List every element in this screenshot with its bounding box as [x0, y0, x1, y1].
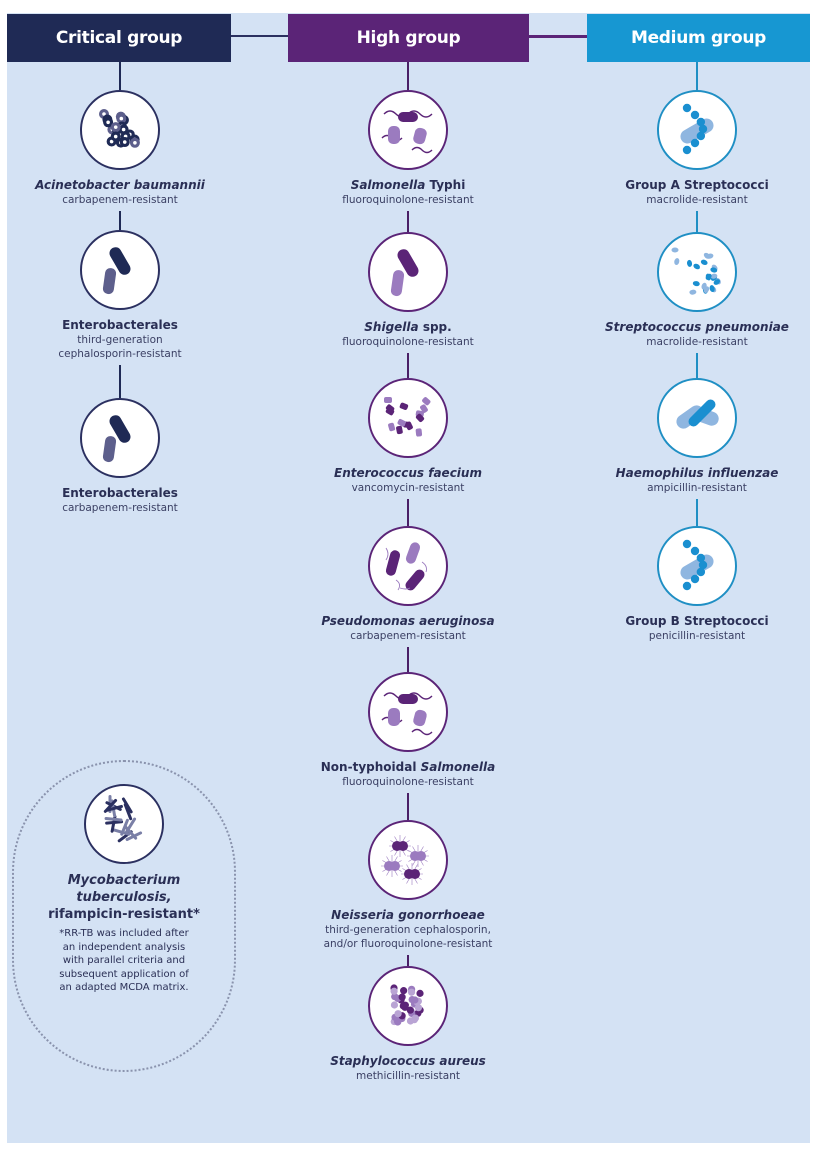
- organism-name-italic: Enterococcus faecium: [334, 466, 482, 480]
- tb-note-line: an adapted MCDA matrix.: [59, 982, 189, 993]
- high-node: [298, 378, 518, 495]
- header-high-group: High group: [288, 14, 529, 62]
- medium-node: [587, 526, 807, 643]
- high-node: [298, 232, 518, 349]
- organism-name-plain: Non-typhoidal: [320, 760, 421, 774]
- chain-cocci-icon: [657, 90, 737, 170]
- organism-name-italic: Streptococcus pneumoniae: [605, 320, 789, 334]
- flagellated-bacteria-icon: [368, 672, 448, 752]
- organism-name-italic: Shigella: [364, 320, 419, 334]
- flagellated-rod-icon: [368, 526, 448, 606]
- header-critical-group: Critical group: [7, 14, 231, 62]
- rod-bacteria-icon: [80, 398, 160, 478]
- organism-name: [298, 908, 518, 923]
- organism-name-plain: Enterobacterales: [62, 318, 178, 332]
- organism-name-plain: spp.: [418, 320, 452, 334]
- high-node: [298, 672, 518, 789]
- organism-name: [587, 320, 807, 335]
- organism-name: [298, 466, 518, 481]
- rod-bacteria-icon: [80, 230, 160, 310]
- high-node: [298, 526, 518, 643]
- high-connector-line: [407, 793, 409, 820]
- flagellated-bacteria-icon: [368, 90, 448, 170]
- organism-name: [10, 486, 230, 501]
- resistance-label: fluoroquinolone-resistant: [342, 336, 474, 348]
- resistance-label: third-generation: [77, 334, 163, 346]
- tb-name-line: rifampicin-resistant*: [48, 907, 200, 922]
- scattered-cocci-icon: [657, 232, 737, 312]
- piliated-diplococci-icon: [368, 820, 448, 900]
- high-connector-line: [407, 353, 409, 378]
- tb-name: [14, 872, 234, 923]
- resistance-label: penicillin-resistant: [648, 630, 746, 642]
- resistance-label: carbapenem-resistant: [62, 194, 178, 206]
- high-connector-line: [407, 647, 409, 672]
- medium-connector-line: [696, 353, 698, 378]
- critical-connector-line: [119, 211, 121, 230]
- critical-node: [10, 90, 230, 207]
- diplococci-icon: [368, 378, 448, 458]
- resistance-label: macrolide-resistant: [646, 194, 748, 206]
- high-connector-line: [407, 211, 409, 232]
- tb-name-line: Mycobacterium: [67, 873, 181, 888]
- resistance-label: macrolide-resistant: [646, 336, 748, 348]
- high-connector-line: [407, 62, 409, 90]
- medium-connector-line: [696, 62, 698, 90]
- high-node: [298, 820, 518, 951]
- organism-name: [10, 178, 230, 193]
- resistance-label: and/or fluoroquinolone-resistant: [323, 938, 493, 950]
- high-connector-line: [407, 955, 409, 966]
- header-medium-group: Medium group: [587, 14, 810, 62]
- organism-name-plain: Typhi: [425, 178, 466, 192]
- organism-name: [10, 318, 230, 333]
- organism-name-italic: Haemophilus influenzae: [615, 466, 779, 480]
- organism-name: [587, 466, 807, 481]
- grape-cluster-cocci-icon: [368, 966, 448, 1046]
- coccobacilli-icon: [657, 378, 737, 458]
- medium-node: [587, 90, 807, 207]
- medium-connector-line: [696, 499, 698, 526]
- resistance-label: fluoroquinolone-resistant: [342, 194, 474, 206]
- tb-note-line: an independent analysis: [62, 941, 186, 953]
- critical-node: [10, 398, 230, 515]
- organism-name: [587, 178, 807, 193]
- resistance-label: vancomycin-resistant: [351, 482, 465, 494]
- organism-name-italic: Salmonella: [350, 178, 426, 192]
- chain-cocci-icon: [657, 526, 737, 606]
- organism-name-plain: Enterobacterales: [62, 486, 178, 500]
- medium-connector-line: [696, 211, 698, 232]
- resistance-label: third-generation cephalosporin,: [325, 924, 491, 936]
- organism-name-plain: Group A Streptococci: [625, 178, 769, 192]
- organism-name-italic: Pseudomonas aeruginosa: [321, 614, 495, 628]
- organism-name: [298, 320, 518, 335]
- high-node: [298, 90, 518, 207]
- organism-name-italic: Acinetobacter baumannii: [35, 178, 205, 192]
- tb-note-line: *RR-TB was included after: [59, 928, 189, 939]
- resistance-label: fluoroquinolone-resistant: [342, 776, 474, 788]
- connector-critical-high: [231, 35, 288, 37]
- node-tb: [14, 784, 234, 995]
- organism-name: [298, 760, 518, 775]
- tb-note-line: subsequent application of: [59, 968, 189, 980]
- tb-footnote: [14, 927, 234, 995]
- medium-node: [587, 232, 807, 349]
- resistance-label: methicillin-resistant: [356, 1070, 460, 1082]
- rod-cluster-icon: [84, 784, 164, 864]
- organism-name-italic: Salmonella: [420, 760, 496, 774]
- rod-bacteria-icon: [368, 232, 448, 312]
- organism-name: [587, 614, 807, 629]
- connector-high-medium: [529, 35, 587, 38]
- resistance-label: ampicillin-resistant: [647, 482, 747, 494]
- high-connector-line: [407, 499, 409, 526]
- organism-name-plain: Group B Streptococci: [625, 614, 769, 628]
- critical-connector-line: [119, 62, 121, 90]
- critical-node: [10, 230, 230, 361]
- tb-note-line: with parallel criteria and: [62, 955, 186, 966]
- critical-connector-line: [119, 365, 121, 398]
- organism-name: [298, 178, 518, 193]
- high-node: [298, 966, 518, 1083]
- resistance-label: carbapenem-resistant: [350, 630, 466, 642]
- organism-name-italic: Neisseria gonorrhoeae: [331, 908, 485, 922]
- clustered-cocci-icon: [80, 90, 160, 170]
- resistance-label: cephalosporin-resistant: [58, 348, 182, 360]
- organism-name: [298, 1054, 518, 1069]
- resistance-label: carbapenem-resistant: [62, 502, 178, 514]
- organism-name-italic: Staphylococcus aureus: [330, 1054, 486, 1068]
- medium-node: [587, 378, 807, 495]
- organism-name: [298, 614, 518, 629]
- tb-name-line: tuberculosis,: [76, 890, 172, 905]
